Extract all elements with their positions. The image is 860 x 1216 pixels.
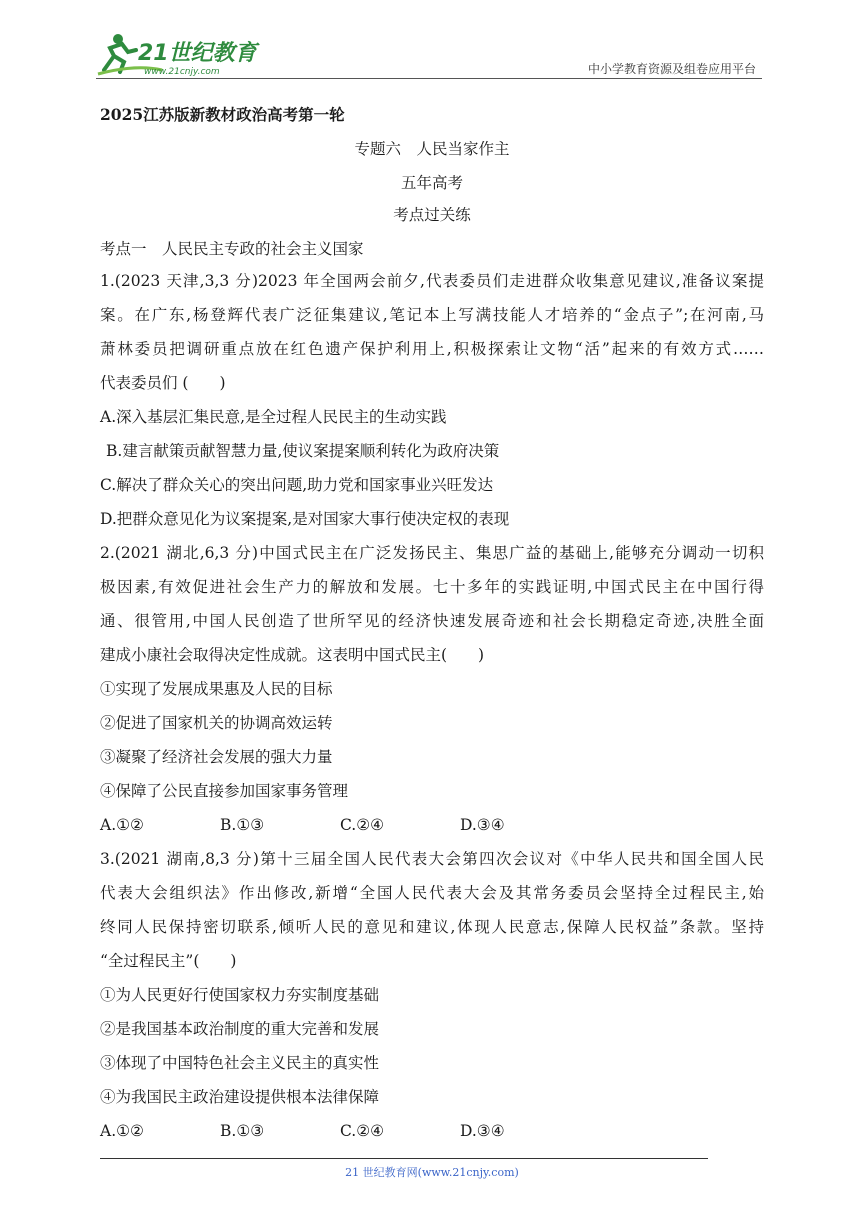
footer-divider — [100, 1158, 708, 1159]
answer-option: A.深入基层汇集民意,是全过程人民民主的生动实践 — [100, 408, 447, 426]
numbered-statement: ③体现了中国特色社会主义民主的真实性 — [100, 1054, 380, 1072]
numbered-statement: ④保障了公民直接参加国家事务管理 — [100, 782, 349, 800]
numbered-statement: ①实现了发展成果惠及人民的目标 — [100, 680, 333, 698]
numbered-statement: ①为人民更好行使国家权力夯实制度基础 — [100, 986, 380, 1004]
question-stem-line: 案。在广东,杨登辉代表广泛征集建议,笔记本上写满技能人才培养的“金点子”;在河南,马 — [100, 306, 764, 324]
answer-choice: C.②④ — [340, 816, 385, 834]
site-logo[interactable] — [96, 30, 266, 78]
answer-option: C.解决了群众关心的突出问题,助力党和国家事业兴旺发达 — [100, 476, 494, 494]
section-heading: 考点过关练 — [393, 206, 471, 224]
numbered-statement: ③凝聚了经济社会发展的强大力量 — [100, 748, 333, 766]
header-divider — [96, 78, 762, 79]
runner-logo-icon — [96, 30, 266, 78]
answer-choice: B.①③ — [220, 816, 265, 834]
numbered-statement: ④为我国民主政治建设提供根本法律保障 — [100, 1088, 380, 1106]
footer-link[interactable]: 21 世纪教育网(www.21cnjy.com) — [345, 1166, 519, 1179]
answer-choice: D.③④ — [460, 1122, 505, 1140]
answer-option: B.建言献策贡献智慧力量,使议案提案顺利转化为政府决策 — [106, 442, 500, 460]
logo-text: 21世纪教育 — [138, 41, 257, 66]
question-stem-line: 代表大会组织法》作出修改,新增“全国人民代表大会及其常务委员会坚持全过程民主,始 — [100, 884, 764, 902]
question-stem-line: 建成小康社会取得决定性成就。这表明中国式民主( ) — [100, 646, 485, 664]
answer-choice: C.②④ — [340, 1122, 385, 1140]
answer-choice: B.①③ — [220, 1122, 265, 1140]
answer-choice: D.③④ — [460, 816, 505, 834]
topic-heading: 专题六 人民当家作主 — [354, 140, 510, 158]
question-stem-line: “全过程民主”( ) — [100, 952, 237, 970]
answer-choice: A.①② — [100, 1122, 144, 1140]
question-stem-line: 通、很管用,中国人民创造了世所罕见的经济快速发展奇迹和社会长期稳定奇迹,决胜全面 — [100, 612, 764, 630]
question-stem-line: 极因素,有效促进社会生产力的解放和发展。七十多年的实践证明,中国式民主在中国行得 — [100, 578, 764, 596]
page-header — [96, 28, 762, 78]
platform-tagline: 中小学教育资源及组卷应用平台 — [587, 62, 756, 76]
choice-row — [100, 1120, 764, 1142]
question-stem-line: 终同人民保持密切联系,倾听人民的意见和建议,体现人民意志,保障人民权益”条款。坚持 — [100, 918, 764, 936]
answer-choice: A.①② — [100, 816, 144, 834]
subtitle-heading: 五年高考 — [400, 174, 463, 192]
question-stem-line: 3.(2021 湖南,8,3 分)第十三届全国人民代表大会第四次会议对《中华人民共和国全国人民 — [100, 850, 764, 868]
question-stem-line: 萧林委员把调研重点放在红色遗产保护利用上,积极探索让文物“活”起来的有效方式…… — [100, 340, 764, 358]
question-stem-line: 1.(2023 天津,3,3 分)2023 年全国两会前夕,代表委员们走进群众收集意见建议,准备议案提 — [100, 272, 764, 290]
knowledge-point-heading: 考点一 人民民主专政的社会主义国家 — [100, 240, 364, 258]
numbered-statement: ②是我国基本政治制度的重大完善和发展 — [100, 1020, 380, 1038]
numbered-statement: ②促进了国家机关的协调高效运转 — [100, 714, 333, 732]
choice-row — [100, 814, 764, 836]
document-title: 2025江苏版新教材政治高考第一轮 — [100, 105, 345, 124]
question-stem-line: 2.(2021 湖北,6,3 分)中国式民主在广泛发扬民主、集思广益的基础上,能够充分调动一切积 — [100, 544, 764, 562]
logo-url: www.21cnjy.com — [144, 67, 220, 77]
question-stem-line: 代表委员们 ( ) — [100, 374, 226, 392]
answer-option: D.把群众意见化为议案提案,是对国家大事行使决定权的表现 — [100, 510, 510, 528]
